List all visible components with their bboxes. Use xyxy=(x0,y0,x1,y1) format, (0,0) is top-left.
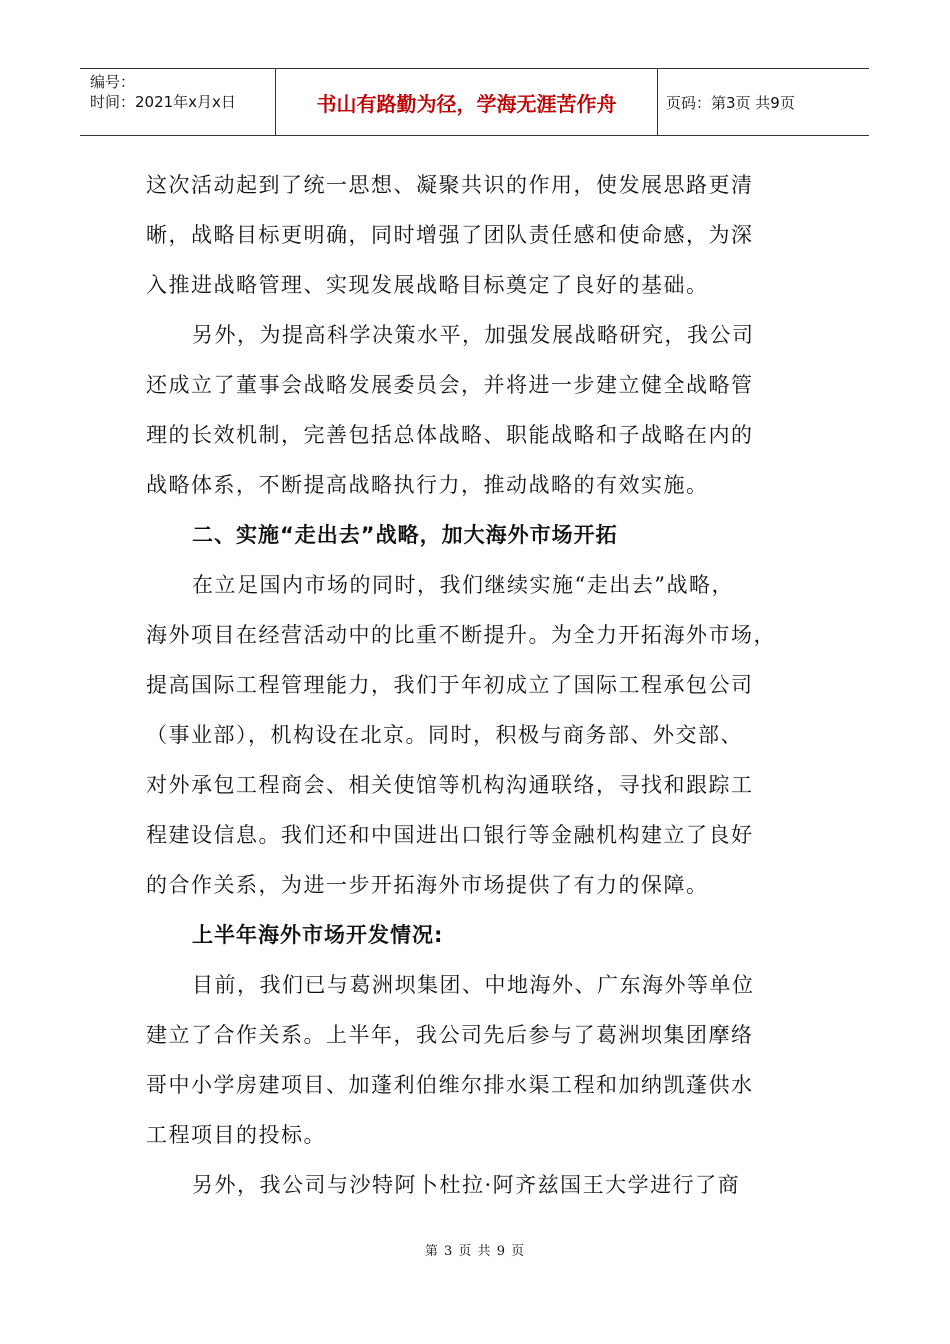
text-line: 目前，我们已与葛洲坝集团、中地海外、广东海外等单位 xyxy=(192,973,755,997)
text-line: 另外，我公司与沙特阿卜杜拉·阿齐兹国王大学进行了商 xyxy=(192,1173,741,1197)
text-line: 对外承包工程商会、相关使馆等机构沟通联络，寻找和跟踪工 xyxy=(146,773,754,797)
section-heading: 上半年海外市场开发情况: xyxy=(192,923,444,947)
text-line: 理的长效机制，完善包括总体战略、职能战略和子战略在内的 xyxy=(146,423,754,447)
text-line: 入推进战略管理、实现发展战略目标奠定了良好的基础。 xyxy=(146,273,709,297)
text-line: 还成立了董事会战略发展委员会，并将进一步建立健全战略管 xyxy=(146,373,754,397)
text-line: 这次活动起到了统一思想、凝聚共识的作用，使发展思路更清 xyxy=(146,173,754,197)
serial-label: 编号： xyxy=(90,73,136,91)
document-body xyxy=(146,160,826,1210)
section-heading: 二、实施“走出去”战略，加大海外市场开拓 xyxy=(192,523,618,547)
text-line: 哥中小学房建项目、加蓬利伯维尔排水渠工程和加纳凯蓬供水 xyxy=(146,1073,754,1097)
text-line: 另外，为提高科学决策水平，加强发展战略研究，我公司 xyxy=(192,323,755,347)
text-line: 海外项目在经营活动中的比重不断提升。为全力开拓海外市场， xyxy=(146,623,776,647)
header-meta xyxy=(80,69,276,135)
header-page-info: 页码：第3页 共9页 xyxy=(666,93,795,112)
text-line: 程建设信息。我们还和中国进出口银行等金融机构建立了良好 xyxy=(146,823,754,847)
date-label: 时间：2021年x月x日 xyxy=(90,93,236,111)
page-header xyxy=(80,68,869,136)
text-line: 建立了合作关系。上半年，我公司先后参与了葛洲坝集团摩络 xyxy=(146,1023,754,1047)
header-motto: 书山有路勤为径，学海无涯苦作舟 xyxy=(276,69,658,135)
text-line: 战略体系，不断提高战略执行力，推动战略的有效实施。 xyxy=(146,473,709,497)
text-line: 提高国际工程管理能力，我们于年初成立了国际工程承包公司 xyxy=(146,673,754,697)
text-line: 的合作关系，为进一步开拓海外市场提供了有力的保障。 xyxy=(146,873,709,897)
text-line: （事业部），机构设在北京。同时，积极与商务部、外交部、 xyxy=(146,723,743,747)
text-line: 在立足国内市场的同时，我们继续实施“走出去”战略， xyxy=(192,573,734,597)
text-line: 晰，战略目标更明确，同时增强了团队责任感和使命感，为深 xyxy=(146,223,754,247)
text-line: 工程项目的投标。 xyxy=(146,1123,326,1147)
page-footer: 第 3 页 共 9 页 xyxy=(424,1244,526,1259)
